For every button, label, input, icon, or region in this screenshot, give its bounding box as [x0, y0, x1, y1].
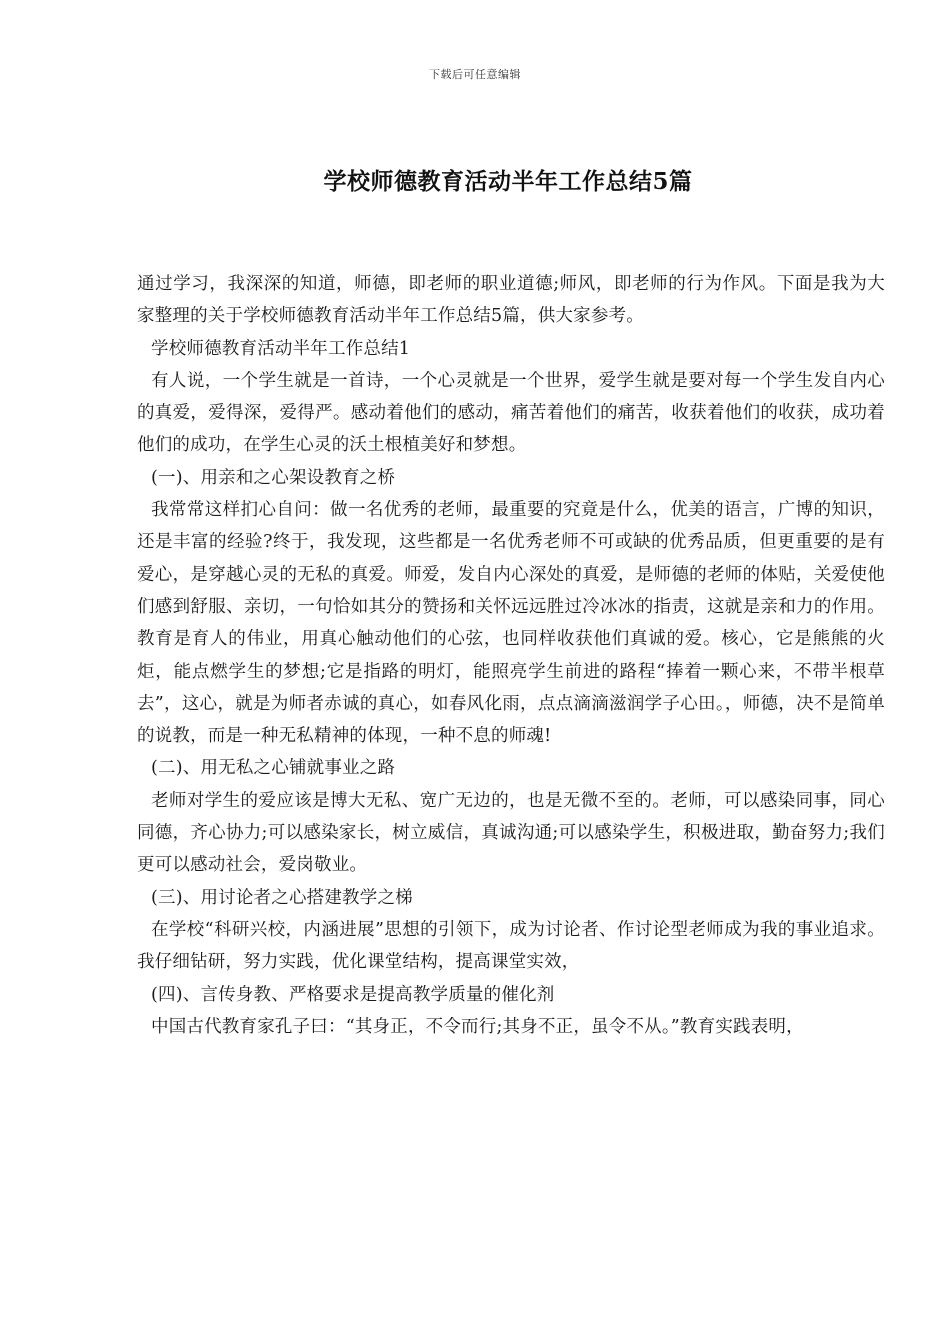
document-body — [137, 268, 885, 1043]
subsection-heading-2: (二)、用无私之心铺就事业之路 — [151, 758, 396, 779]
body-paragraph: 我常常这样扪心自问：做一名优秀的老师，最重要的究竟是什么，优美的语言，广博的知识，还是丰富的经验?终于，我发现，这些都是一名优秀老师不可或缺的优秀品质，但更重要的是有爱心，是穿越心灵的无私的真爱。师爱，发自内心深处的真爱，是师德的老师的体贴，关爱使他们感到舒服、亲切，一句恰如其分的赞扬和关怀远远胜过冷冰冰的指责，这就是亲和力的作用。教育是育人的伟业，用真心触动他们的心弦，也同样收获他们真诚的爱。核心，它是熊熊的火炬，能点燃学生的梦想;它是指路的明灯，能照亮学生前进的路程“捧着一颗心来，不带半根草去”，这心，就是为师者赤诚的真心，如春风化雨，点点滴滴滋润学子心田。，师德，决不是简单的说教，而是一种无私精神的体现，一种不息的师魂! — [137, 500, 885, 747]
document-title: 学校师德教育活动半年工作总结5篇 — [323, 168, 693, 195]
section-heading-1: 学校师德教育活动半年工作总结1 — [151, 338, 411, 359]
subsection-heading-4: (四)、言传身教、严格要求是提高教学质量的催化剂 — [151, 984, 555, 1005]
body-paragraph: 在学校“科研兴校，内涵进展”思想的引领下，成为讨论者、作讨论型老师成为我的事业追求。我仔细钻研，努力实践，优化课堂结构，提高课堂实效， — [137, 919, 885, 973]
body-paragraph: 有人说，一个学生就是一首诗，一个心灵就是一个世界，爱学生就是要对每一个学生发自内心的真爱，爱得深，爱得严。感动着他们的感动，痛苦着他们的痛苦，收获着他们的收获，成功着他们的成功，在学生心灵的沃土根植美好和梦想。 — [137, 370, 885, 456]
header-note: 下载后可任意编辑 — [429, 68, 521, 81]
subsection-heading-3: (三)、用讨论者之心搭建教学之梯 — [151, 887, 413, 908]
subsection-heading-1: (一)、用亲和之心架设教育之桥 — [151, 467, 396, 488]
intro-paragraph: 通过学习，我深深的知道，师德，即老师的职业道德;师风，即老师的行为作风。下面是我为大家整理的关于学校师德教育活动半年工作总结5篇，供大家参考。 — [137, 274, 885, 327]
body-paragraph: 老师对学生的爱应该是博大无私、宽广无边的，也是无微不至的。老师，可以感染同事，同心同德，齐心协力;可以感染家长，树立威信，真诚沟通;可以感染学生，积极进取，勤奋努力;我们更可以感动社会，爱岗敬业。 — [137, 790, 885, 876]
body-paragraph: 中国古代教育家孔子曰：“其身正，不令而行;其身不正，虽令不从。”教育实践表明， — [151, 1016, 804, 1037]
